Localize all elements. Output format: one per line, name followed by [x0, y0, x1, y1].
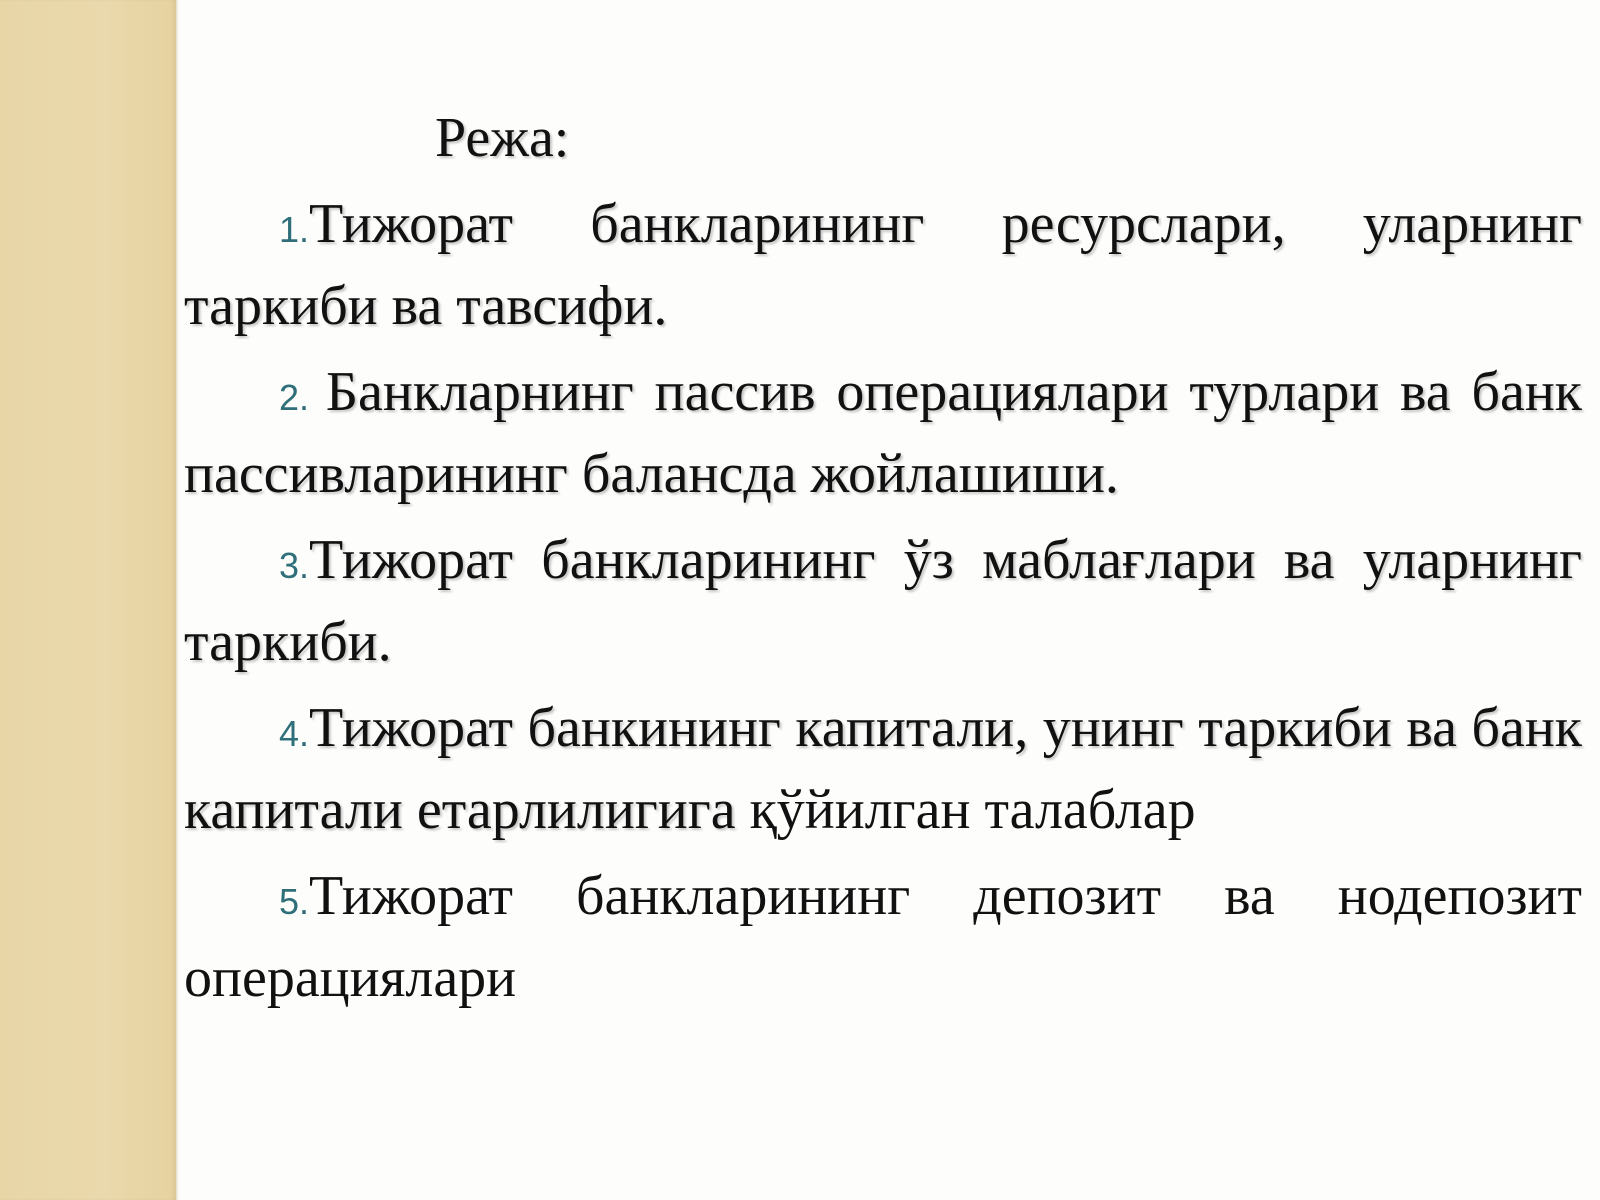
- plan-item-number: 3.: [279, 545, 310, 586]
- plan-item-number: 4.: [279, 713, 310, 754]
- plan-item-number: 2.: [279, 377, 326, 418]
- decorative-side-bar: [0, 0, 176, 1200]
- side-bar-edge: [176, 0, 179, 1200]
- plan-item-number: 5.: [279, 881, 310, 922]
- plan-item-text: Тижорат банкларининг депозит ва нодепозит операциялари: [184, 865, 1582, 1009]
- plan-item-text: Тижорат банкларининг ўз маблағлари ва уларнинг таркиби.: [184, 529, 1582, 673]
- slide-content: [184, 100, 1582, 1026]
- plan-list: [184, 186, 1582, 1016]
- slide-heading: Режа:: [435, 107, 570, 169]
- plan-item-2: [184, 354, 1582, 512]
- plan-item-5: [184, 858, 1582, 1016]
- plan-item-text-continued: қўйилган талаблар: [749, 779, 1196, 841]
- plan-item-text: Тижорат банкларининг ресурслари, уларнинг таркиби ва тавсифи.: [184, 193, 1582, 337]
- plan-item-text: Банкларнинг пассив операциялари турлари ва банк пассивларининг балансда жойлашиши.: [184, 361, 1582, 505]
- plan-item-1: [184, 186, 1582, 344]
- plan-item-text: Тижорат банкининг капитали, унинг таркиби ва банк капитали етарлилигига: [184, 697, 1582, 841]
- plan-item-number: 1.: [279, 209, 310, 250]
- plan-item-3: [184, 522, 1582, 680]
- plan-item-4: [184, 690, 1582, 848]
